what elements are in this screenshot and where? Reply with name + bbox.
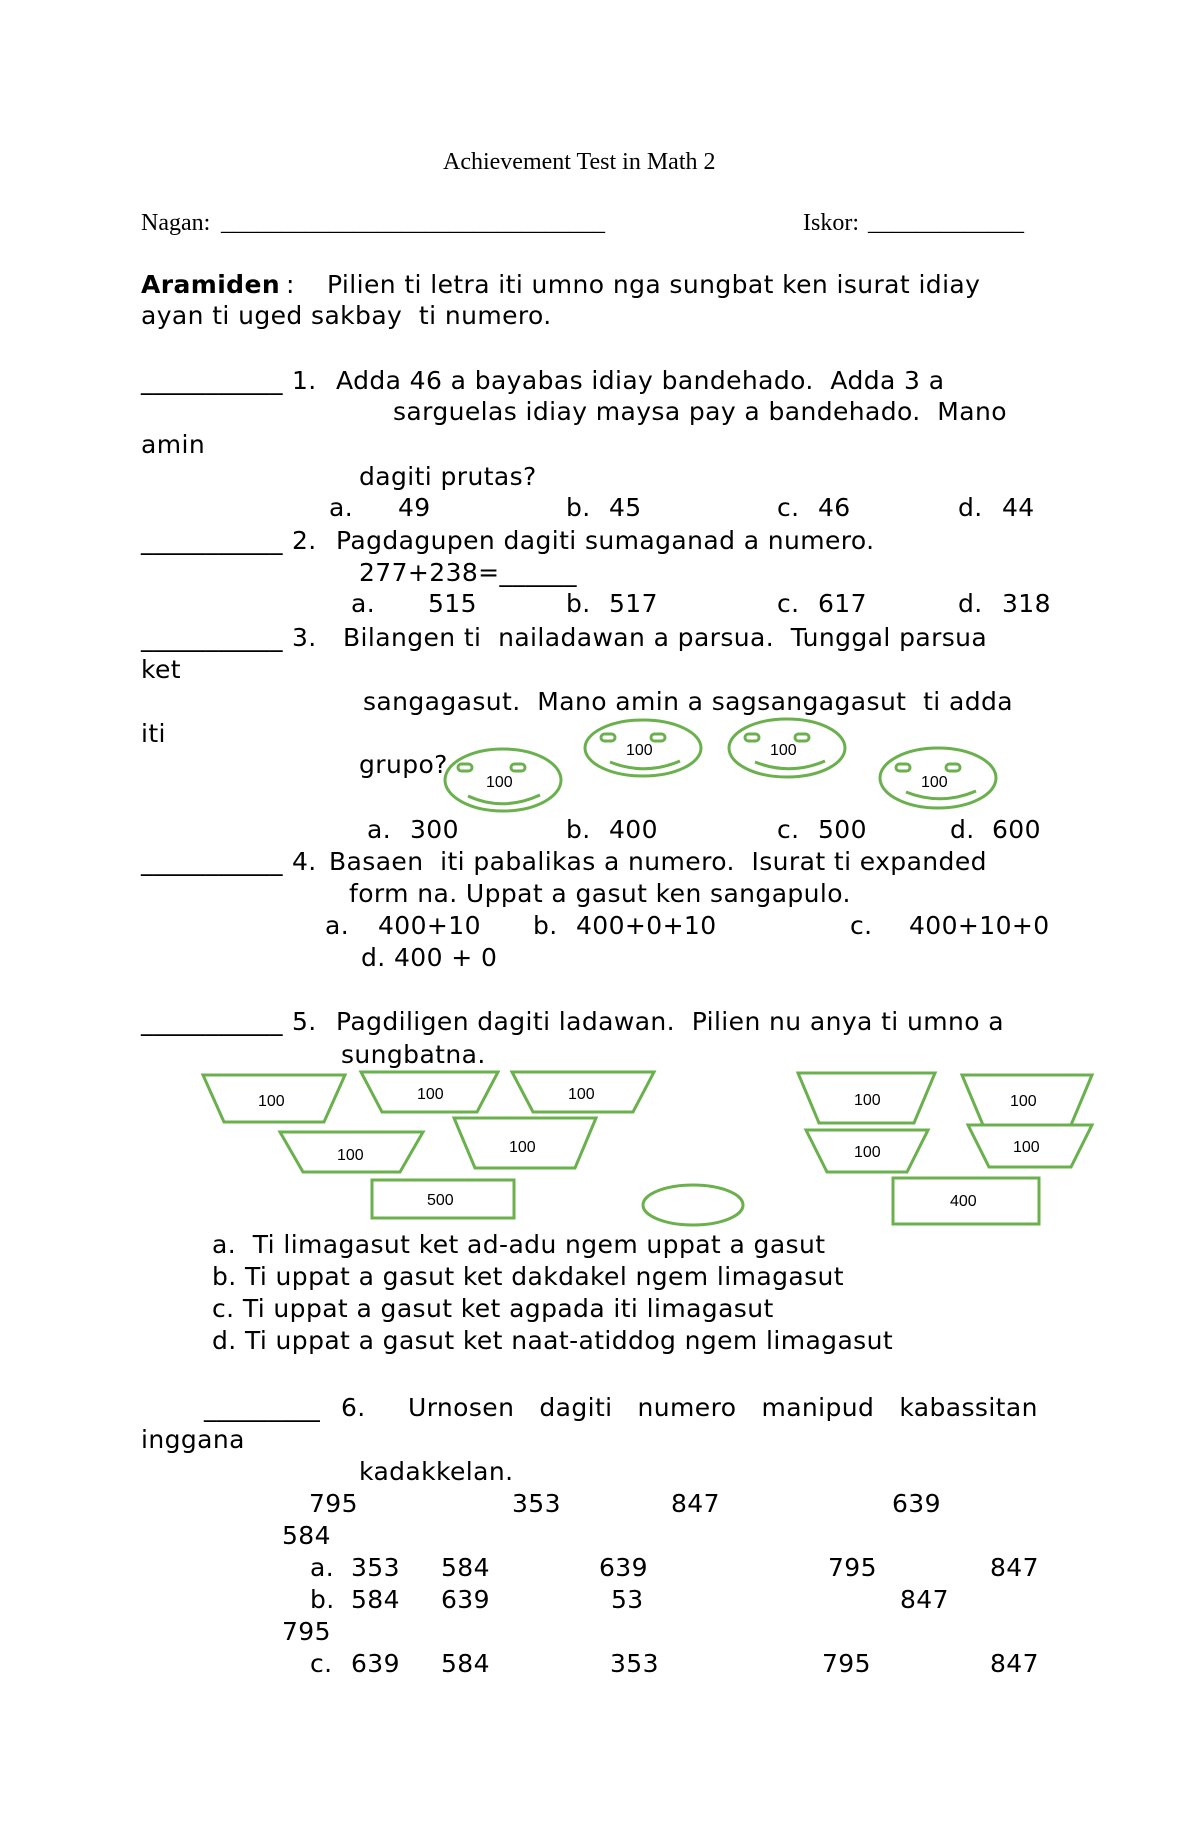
answer-blank-6[interactable]: _________ <box>204 1393 321 1422</box>
q4-line-1: Basaen iti pabalikas a numero. Isurat ti expanded <box>329 847 987 876</box>
q4-choice-d-value: 400 + 0 <box>394 943 498 972</box>
q4-number: 4. <box>292 847 317 876</box>
q6-choice-c-value: 584 <box>441 1649 490 1678</box>
instructions-line-2: ayan ti uged sakbay ti numero. <box>141 301 552 330</box>
instructions-line-1: Pilien ti letra iti umno nga sungbat ken isurat idiay <box>327 270 981 299</box>
q6-choice-b-value: 584 <box>351 1585 400 1614</box>
q3-choice-b-value: 400 <box>609 815 658 844</box>
q5-line-2: sungbatna. <box>341 1040 486 1069</box>
instructions-label: Aramiden <box>141 270 281 299</box>
q5-choice-a: a. Ti limagasut ket ad-adu ngem uppat a gasut <box>212 1230 826 1259</box>
q6-choice-a-value: 847 <box>990 1553 1039 1582</box>
q6-choice-b-value: 639 <box>441 1585 490 1614</box>
q6-number-2: 353 <box>512 1489 561 1518</box>
q1-choice-d-value: 44 <box>1002 493 1035 522</box>
q1-line-3: dagiti prutas? <box>359 462 537 491</box>
q3-line-2b: iti <box>141 719 166 748</box>
block-label: 100 <box>1013 1139 1040 1156</box>
block-label: 100 <box>1010 1093 1037 1110</box>
q4-choice-d-letter: d. <box>361 943 386 972</box>
q4-choice-b-letter: b. <box>533 911 558 940</box>
q3-choice-d-value: 600 <box>992 815 1041 844</box>
q6-line-1: Urnosen dagiti numero manipud kabassitan <box>408 1393 1038 1422</box>
answer-blank-3[interactable]: ___________ <box>141 623 283 652</box>
q3-line-1: Bilangen ti nailadawan a parsua. Tunggal parsua <box>343 623 988 652</box>
face-label: 100 <box>770 742 797 759</box>
q2-choice-c-value: 617 <box>818 589 867 618</box>
block-label: 100 <box>854 1092 881 1109</box>
q4-line-2: form na. Uppat a gasut ken sangapulo. <box>349 879 851 908</box>
q1-choice-c-value: 46 <box>818 493 851 522</box>
q6-number-4: 639 <box>892 1489 941 1518</box>
q3-choice-c-letter: c. <box>777 815 800 844</box>
answer-blank-2[interactable]: ___________ <box>141 526 283 555</box>
name-blank[interactable]: ________________________________ <box>221 210 605 236</box>
total-label: 400 <box>950 1193 977 1210</box>
q6-choice-c-value: 795 <box>822 1649 871 1678</box>
q3-choice-a-value: 300 <box>410 815 459 844</box>
answer-blank-1[interactable]: ___________ <box>141 366 283 395</box>
q6-choice-b-value: 53 <box>611 1585 644 1614</box>
block-label: 100 <box>337 1147 364 1164</box>
q3-line-2: sangagasut. Mano amin a sagsangagasut ti adda <box>363 687 1013 716</box>
q2-line-1: Pagdagupen dagiti sumaganad a numero. <box>336 526 875 555</box>
q1-choice-b-letter: b. <box>566 493 591 522</box>
q6-choice-c-value: 847 <box>990 1649 1039 1678</box>
q4-choice-a-value: 400+10 <box>378 911 481 940</box>
q5-number: 5. <box>292 1007 317 1036</box>
q4-choice-a-letter: a. <box>325 911 350 940</box>
face-label: 100 <box>921 774 948 791</box>
q6-choice-c-letter: c. <box>310 1649 333 1678</box>
q5-choice-b: b. Ti uppat a gasut ket dakdakel ngem limagasut <box>212 1262 844 1291</box>
score-label: Iskor: <box>803 210 859 236</box>
face-label: 100 <box>486 774 513 791</box>
score-blank[interactable]: _____________ <box>868 210 1024 236</box>
q2-choice-a-letter: a. <box>351 589 376 618</box>
q6-choice-b-value: 847 <box>900 1585 949 1614</box>
q6-line-2: kadakkelan. <box>359 1457 514 1486</box>
block-label: 100 <box>509 1139 536 1156</box>
q2-choice-a-value: 515 <box>428 589 477 618</box>
q3-choice-d-letter: d. <box>950 815 975 844</box>
q2-expression: 277+238=______ <box>359 558 577 587</box>
q2-choice-c-letter: c. <box>777 589 800 618</box>
q1-line-2: sarguelas idiay maysa pay a bandehado. Mano <box>393 397 1007 426</box>
face-label: 100 <box>626 742 653 759</box>
q6-number-5: 584 <box>282 1521 331 1550</box>
total-label: 500 <box>427 1192 454 1209</box>
q6-number: 6. <box>341 1393 366 1422</box>
q4-choice-b-value: 400+0+10 <box>576 911 717 940</box>
q6-choice-a-letter: a. <box>310 1553 335 1582</box>
q5-choice-d: d. Ti uppat a gasut ket naat-atiddog ngem limagasut <box>212 1326 894 1355</box>
q2-number: 2. <box>292 526 317 555</box>
q6-choice-c-value: 353 <box>610 1649 659 1678</box>
name-label: Nagan: <box>141 210 211 236</box>
instructions-colon: : <box>286 270 295 299</box>
answer-oval <box>643 1185 743 1225</box>
q6-choice-a-value: 795 <box>828 1553 877 1582</box>
block-label: 100 <box>258 1093 285 1110</box>
q6-choice-b-letter: b. <box>310 1585 335 1614</box>
q4-choice-c-letter: c. <box>850 911 873 940</box>
q6-choice-a-value: 353 <box>351 1553 400 1582</box>
block-label: 100 <box>854 1144 881 1161</box>
q2-choice-d-letter: d. <box>958 589 983 618</box>
q6-choice-a-value: 584 <box>441 1553 490 1582</box>
q3-choice-a-letter: a. <box>367 815 392 844</box>
q1-line-1: Adda 46 a bayabas idiay bandehado. Adda 3 a <box>336 366 945 395</box>
q6-choice-c-value: 639 <box>351 1649 400 1678</box>
q3-choice-c-value: 500 <box>818 815 867 844</box>
block-label: 100 <box>568 1086 595 1103</box>
page-title: Achievement Test in Math 2 <box>443 149 716 175</box>
q1-choice-a-value: 49 <box>398 493 431 522</box>
q4-choice-c-value: 400+10+0 <box>909 911 1050 940</box>
q1-line-2b: amin <box>141 430 206 459</box>
q6-number-3: 847 <box>671 1489 720 1518</box>
q3-choice-b-letter: b. <box>566 815 591 844</box>
q3-line-3: grupo? <box>359 750 448 779</box>
q2-choice-b-letter: b. <box>566 589 591 618</box>
q6-choice-b-value: 795 <box>282 1617 331 1646</box>
q6-choice-a-value: 639 <box>599 1553 648 1582</box>
q1-choice-d-letter: d. <box>958 493 983 522</box>
answer-blank-4[interactable]: ___________ <box>141 847 283 876</box>
answer-blank-5[interactable]: ___________ <box>141 1007 283 1036</box>
q3-line-1b: ket <box>141 655 181 684</box>
q6-number-1: 795 <box>309 1489 358 1518</box>
q1-choice-a-letter: a. <box>329 493 354 522</box>
q5-choice-c: c. Ti uppat a gasut ket agpada iti limagasut <box>212 1294 774 1323</box>
q2-choice-b-value: 517 <box>609 589 658 618</box>
q1-number: 1. <box>292 366 317 395</box>
q5-line-1: Pagdiligen dagiti ladawan. Pilien nu anya ti umno a <box>336 1007 1004 1036</box>
block-label: 100 <box>417 1086 444 1103</box>
q3-number: 3. <box>292 623 317 652</box>
q1-choice-b-value: 45 <box>609 493 642 522</box>
q2-choice-d-value: 318 <box>1002 589 1051 618</box>
q1-choice-c-letter: c. <box>777 493 800 522</box>
q6-line-1b: inggana <box>141 1425 245 1454</box>
